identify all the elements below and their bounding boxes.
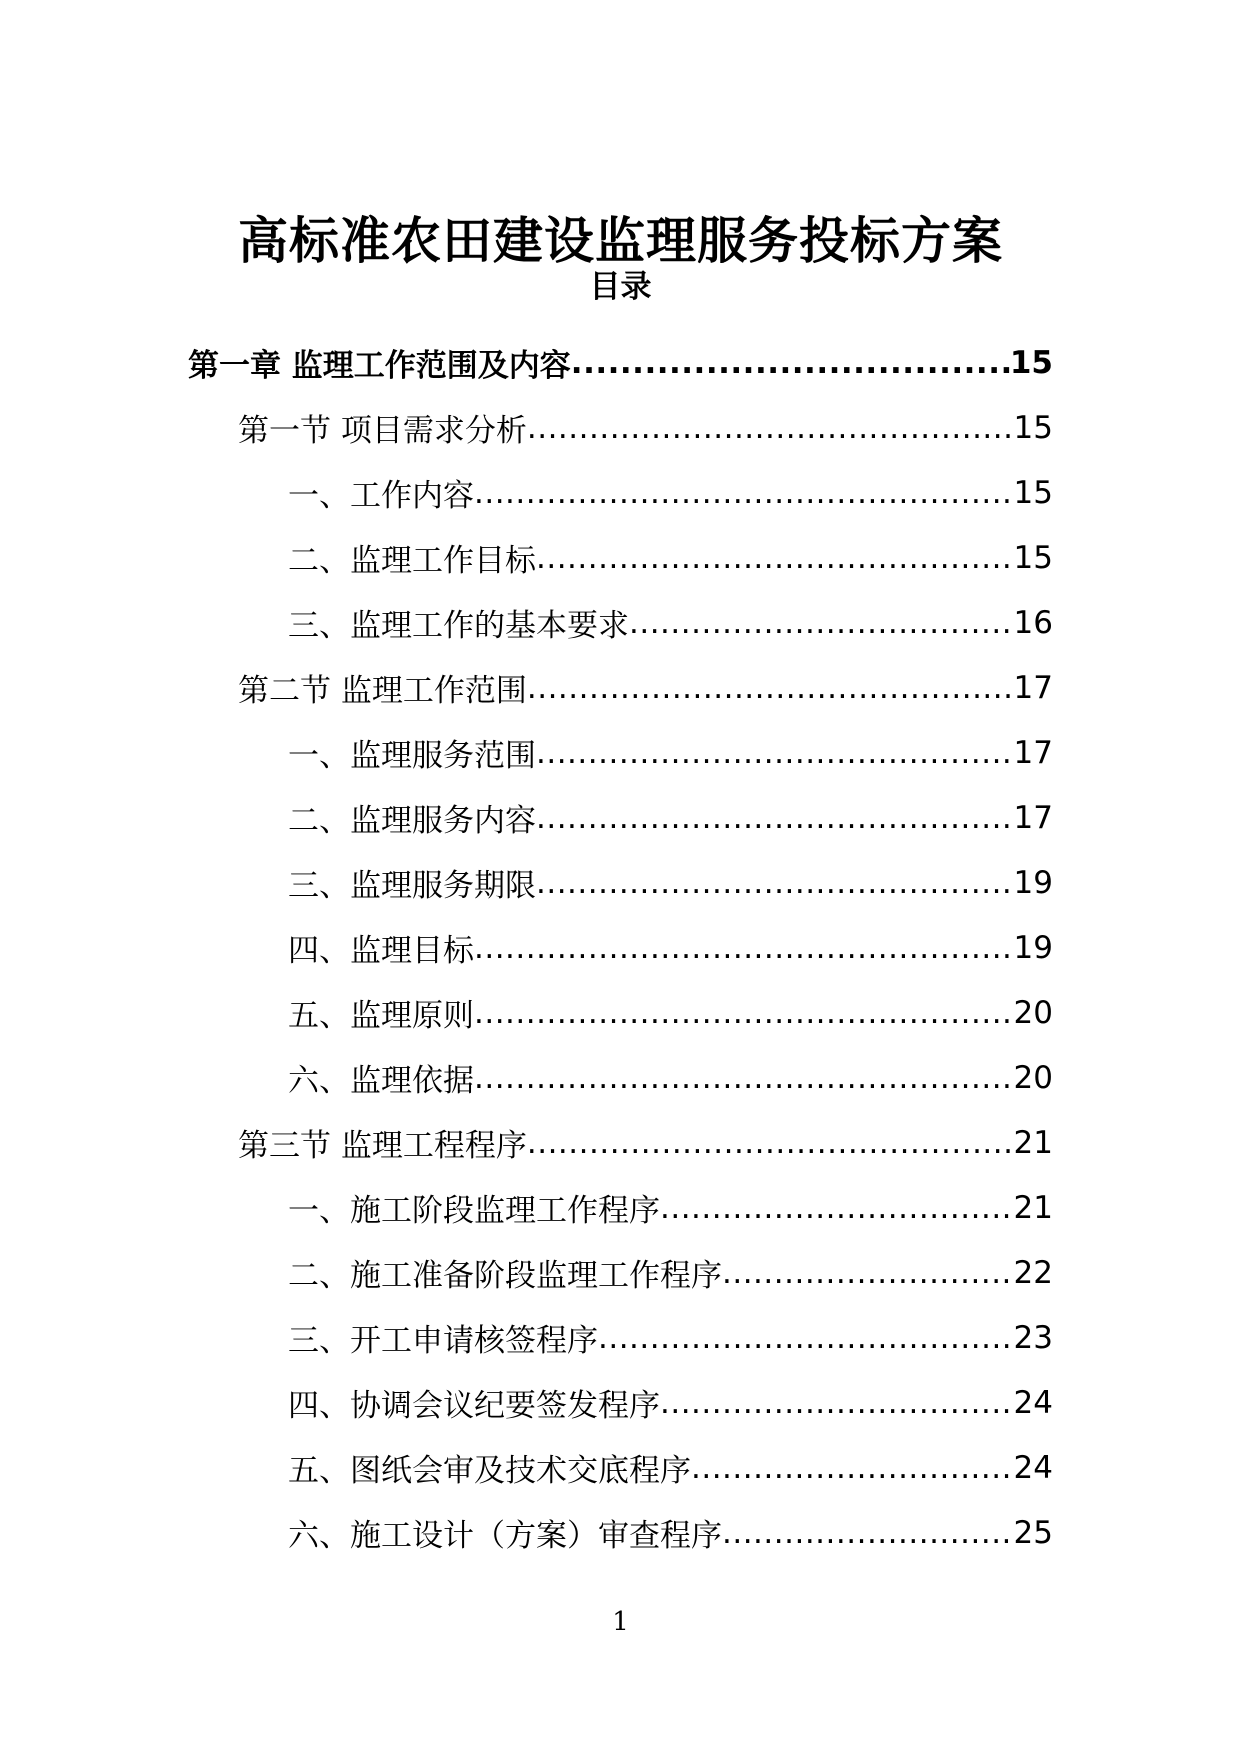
- toc-entry-page: 15: [1013, 539, 1053, 576]
- document-title: 高标准农田建设监理服务投标方案: [238, 211, 1003, 270]
- toc-entry-section[interactable]: [0, 1110, 1241, 1175]
- toc-dot-leader: [474, 995, 1014, 1031]
- toc-entry-subsection[interactable]: [0, 1500, 1241, 1565]
- toc-entry-page: 15: [1009, 344, 1053, 381]
- toc-entry-subsection[interactable]: [0, 720, 1241, 785]
- toc-dot-leader: [527, 410, 1014, 446]
- toc-dot-leader: [536, 865, 1014, 901]
- toc-entry-page: 24: [1013, 1384, 1053, 1421]
- toc-entry-label: 一、监理服务范围: [288, 738, 536, 774]
- toc-entry-subsection[interactable]: [0, 1175, 1241, 1240]
- toc-entry-page: 17: [1013, 734, 1053, 771]
- toc-entry-label: 二、监理服务内容: [288, 803, 536, 839]
- toc-entry-label: 二、监理工作目标: [288, 543, 536, 579]
- toc-entry-page: 17: [1013, 799, 1053, 836]
- toc-entry-label: 六、监理依据: [288, 1063, 474, 1099]
- toc-dot-leader: [722, 1515, 1014, 1551]
- toc-dot-leader: [536, 540, 1014, 576]
- toc-dot-leader: [474, 475, 1014, 511]
- toc-entry-page: 16: [1013, 604, 1053, 641]
- toc-entry-label: 四、监理目标: [288, 933, 474, 969]
- toc-entry-subsection[interactable]: [0, 915, 1241, 980]
- toc-entry-label: 五、监理原则: [288, 998, 474, 1034]
- toc-entry-page: 19: [1013, 864, 1053, 901]
- toc-entry-subsection[interactable]: [0, 1305, 1241, 1370]
- toc-entry-subsection[interactable]: [0, 1370, 1241, 1435]
- toc-entry-page: 17: [1013, 669, 1053, 706]
- toc-dot-leader: [474, 930, 1014, 966]
- toc-dot-leader: [722, 1255, 1014, 1291]
- toc-entry-label: 四、协调会议纪要签发程序: [288, 1388, 660, 1424]
- toc-dot-leader: [536, 800, 1014, 836]
- toc-dot-leader: [660, 1385, 1014, 1421]
- toc-entry-subsection[interactable]: [0, 590, 1241, 655]
- toc-entry-page: 20: [1013, 1059, 1053, 1096]
- toc-entry-page: 21: [1013, 1189, 1053, 1226]
- toc-entry-section[interactable]: [0, 655, 1241, 720]
- toc-entry-subsection[interactable]: [0, 1045, 1241, 1110]
- toc-entry-page: 20: [1013, 994, 1053, 1031]
- toc-entry-label: 六、施工设计（方案）审查程序: [288, 1518, 722, 1554]
- toc-dot-leader: [598, 1320, 1014, 1356]
- toc-entry-label: 三、监理工作的基本要求: [288, 608, 629, 644]
- toc-entry-page: 25: [1013, 1514, 1053, 1551]
- toc-entry-label: 第一章 监理工作范围及内容: [188, 348, 571, 384]
- toc-entry-section[interactable]: [0, 395, 1241, 460]
- toc-entry-subsection[interactable]: [0, 785, 1241, 850]
- page-number: 1: [612, 1607, 629, 1637]
- toc-dot-leader: [691, 1450, 1014, 1486]
- toc-entry-label: 三、开工申请核签程序: [288, 1323, 598, 1359]
- toc-entry-label: 第二节 监理工作范围: [238, 673, 527, 709]
- toc-entry-subsection[interactable]: [0, 460, 1241, 525]
- toc-entry-subsection[interactable]: [0, 1435, 1241, 1500]
- toc-entry-subsection[interactable]: [0, 1240, 1241, 1305]
- toc-dot-leader: [527, 670, 1014, 706]
- table-of-contents: [0, 330, 1241, 1565]
- toc-entry-page: 21: [1013, 1124, 1053, 1161]
- toc-entry-label: 三、监理服务期限: [288, 868, 536, 904]
- toc-entry-page: 19: [1013, 929, 1053, 966]
- toc-dot-leader: [571, 345, 1010, 381]
- toc-dot-leader: [536, 735, 1014, 771]
- toc-entry-label: 第一节 项目需求分析: [238, 413, 527, 449]
- toc-entry-label: 一、工作内容: [288, 478, 474, 514]
- toc-dot-leader: [527, 1125, 1014, 1161]
- toc-entry-subsection[interactable]: [0, 850, 1241, 915]
- toc-entry-page: 22: [1013, 1254, 1053, 1291]
- toc-entry-page: 15: [1013, 474, 1053, 511]
- toc-dot-leader: [660, 1190, 1014, 1226]
- toc-entry-subsection[interactable]: [0, 525, 1241, 590]
- toc-entry-page: 15: [1013, 409, 1053, 446]
- toc-entry-subsection[interactable]: [0, 980, 1241, 1045]
- toc-entry-label: 一、施工阶段监理工作程序: [288, 1193, 660, 1229]
- toc-entry-label: 二、施工准备阶段监理工作程序: [288, 1258, 722, 1294]
- toc-heading: 目录: [589, 269, 652, 305]
- toc-entry-chapter-1[interactable]: [0, 330, 1241, 395]
- toc-entry-page: 24: [1013, 1449, 1053, 1486]
- toc-dot-leader: [474, 1060, 1014, 1096]
- toc-dot-leader: [629, 605, 1014, 641]
- toc-entry-label: 五、图纸会审及技术交底程序: [288, 1453, 691, 1489]
- toc-entry-label: 第三节 监理工程程序: [238, 1128, 527, 1164]
- toc-entry-page: 23: [1013, 1319, 1053, 1356]
